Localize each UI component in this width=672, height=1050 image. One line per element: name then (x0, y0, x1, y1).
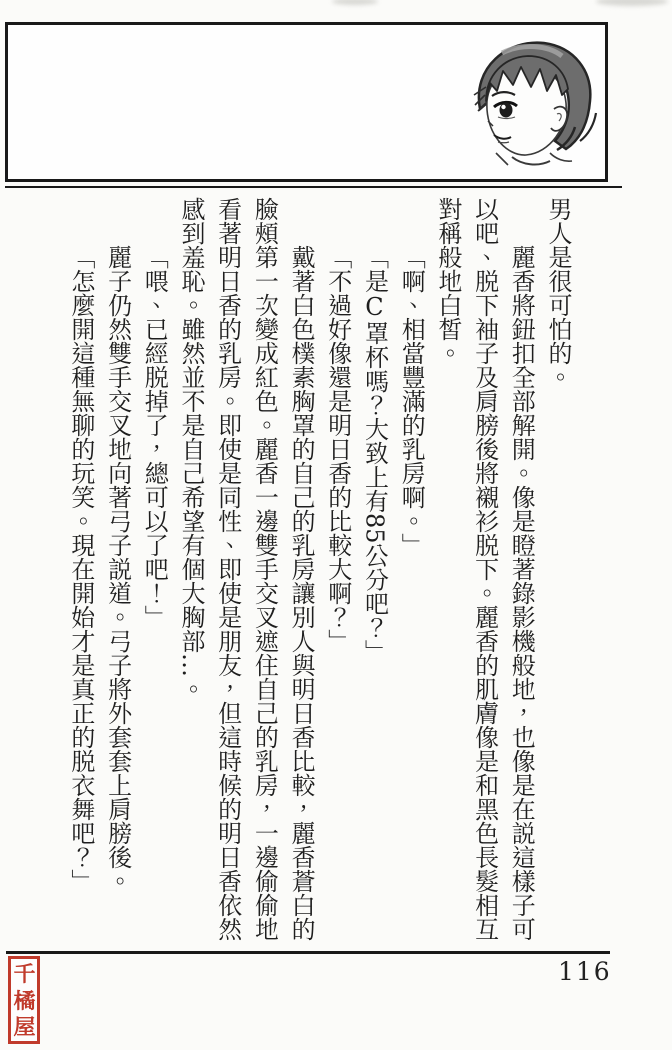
paragraph: 男人是很可怕的。 (544, 197, 572, 389)
scan-artifact (332, 0, 378, 5)
text-block (60, 197, 576, 949)
paragraph: 麗子仍然雙手交叉地向著弓子説道。弓子將外套套上肩膀後。 (103, 245, 132, 893)
seal-character: 千 (12, 961, 36, 986)
illustration-frame (5, 22, 608, 182)
paragraph: 「怎麼開這種無聊的玩笑。現在開始才是真正的脱衣舞吧？」 (66, 245, 95, 893)
seal-character: 屋 (12, 1014, 36, 1039)
scan-artifact (596, 0, 668, 6)
page-number: 116 (558, 957, 612, 986)
paragraph: 「喂、已經脱掉了，總可以了吧！」 (140, 245, 169, 629)
paragraph: 「不過好像還是明日香的比較大啊？」 (323, 245, 352, 653)
seal-character: 橘 (12, 987, 36, 1013)
paragraph: 戴著白色樸素胸罩的自己的乳房讓別人與明日香比較，麗香蒼白的臉頰第一次變成紅色。麗香一邊雙手交叉遮住自己的乳房，一邊偷偷地看著明日香的乳房。即使是同性、即使是朋友，但這時候的明日香依然感到羞恥。雖然並不是自己希望有個大胸部…。 (176, 197, 316, 941)
paragraph: 「啊、相當豐滿的乳房啊。」 (397, 245, 426, 557)
footer-rule (6, 951, 610, 954)
paragraph: 「是C罩杯嗎？大致上有85公分吧？」 (360, 245, 389, 664)
frame-underline (5, 186, 622, 188)
paragraph: 麗香將鈕扣全部解開。像是瞪著錄影機般地，也像是在説這樣子可以吧、脱下袖子及肩膀後將襯衫脱下。麗香的肌膚像是和黑色長髮相互對稱般地白皙。 (433, 197, 536, 941)
portrait-illustration (450, 29, 602, 179)
publisher-seal (8, 956, 40, 1044)
